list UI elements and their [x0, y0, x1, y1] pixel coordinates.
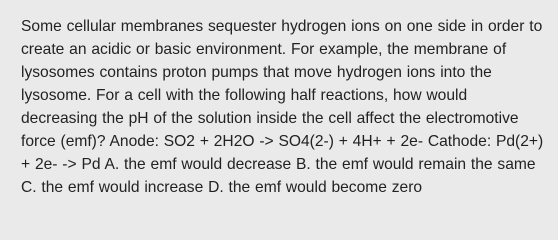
question-text: Some cellular membranes sequester hydrogen ions on one side in order to create an acidic or basic environment. For example, the membrane of lysosomes contains proton pumps that move hydrogen ions into the lysosome. For a cell with the following half reactions, how would decreasing the pH of the solution inside the cell affect the electromotive force (emf)? Anode: SO2 + 2H2O -> SO4(2-) + 4H+ + 2e- Cathode: Pd(2+) + 2e- -> Pd A. the emf would decrease B. the emf would remain the same C. the emf would increase D. the emf would become zero	[21, 18, 544, 196]
